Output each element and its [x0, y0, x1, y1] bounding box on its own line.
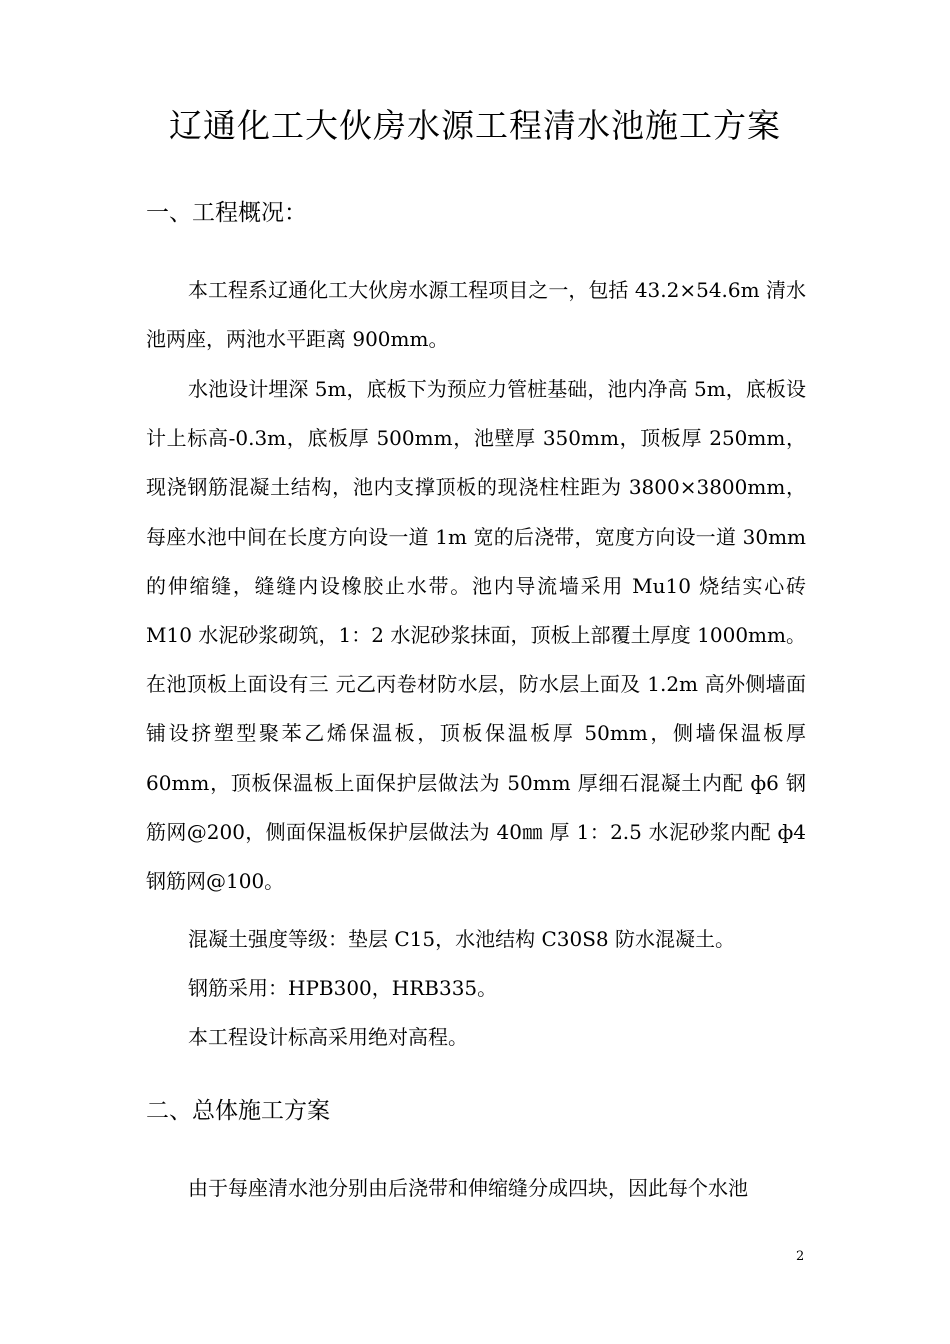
paragraph-rebar: 钢筋采用：HPB300，HRB335。 — [188, 976, 498, 1000]
paragraph-pool-design: 水池设计埋深 5m，底板下为预应力管桩基础，池内净高 5m，底板设计上标高-0.3m，底板厚 500mm，池壁厚 350mm，顶板厚 250mm，现浇钢筋混凝土结构，池内支撑顶板的现浇柱柱距为 3800×3800mm，每座水池中间在长度方向设一道 1m 宽的后浇带，宽度方向设一道 30mm 的伸缩缝，缝缝内设橡胶止水带。池内导流墙采用 Mu10 烧结实心砖 M10 水泥砂浆砌筑，1：2 水泥砂浆抹面，顶板上部覆土厚度 1000mm。在池顶板上面设有三 元乙丙卷材防水层，防水层上面及 1.2m 高外侧墙面铺设挤塑型聚苯乙烯保温板，顶板保温板厚 50mm，侧墙保温板厚 60mm，顶板保温板上面保护层做法为 50mm 厚细石混凝土内配 ф6 钢筋网@200，侧面保温板保护层做法为 40㎜ 厚 1：2.5 水泥砂浆内配 ф4 钢筋网@100。 — [146, 377, 806, 894]
paragraph-construction-plan: 由于每座清水池分别由后浇带和伸缩缝分成四块，因此每个水池 — [188, 1176, 748, 1200]
section-heading-construction-plan: 二、总体施工方案 — [146, 1098, 330, 1124]
paragraph-project-scope: 本工程系辽通化工大伙房水源工程项目之一，包括 43.2×54.6m 清水池两座，两池水平距离 900mm。 — [146, 278, 806, 352]
paragraph-elevation: 本工程设计标高采用绝对高程。 — [188, 1025, 468, 1049]
paragraph-concrete-grade: 混凝土强度等级：垫层 C15，水池结构 C30S8 防水混凝土。 — [188, 927, 736, 951]
page-number: 2 — [796, 1249, 805, 1264]
document-title: 辽通化工大伙房水源工程清水池施工方案 — [169, 106, 781, 145]
section-heading-overview: 一、工程概况： — [146, 200, 307, 226]
